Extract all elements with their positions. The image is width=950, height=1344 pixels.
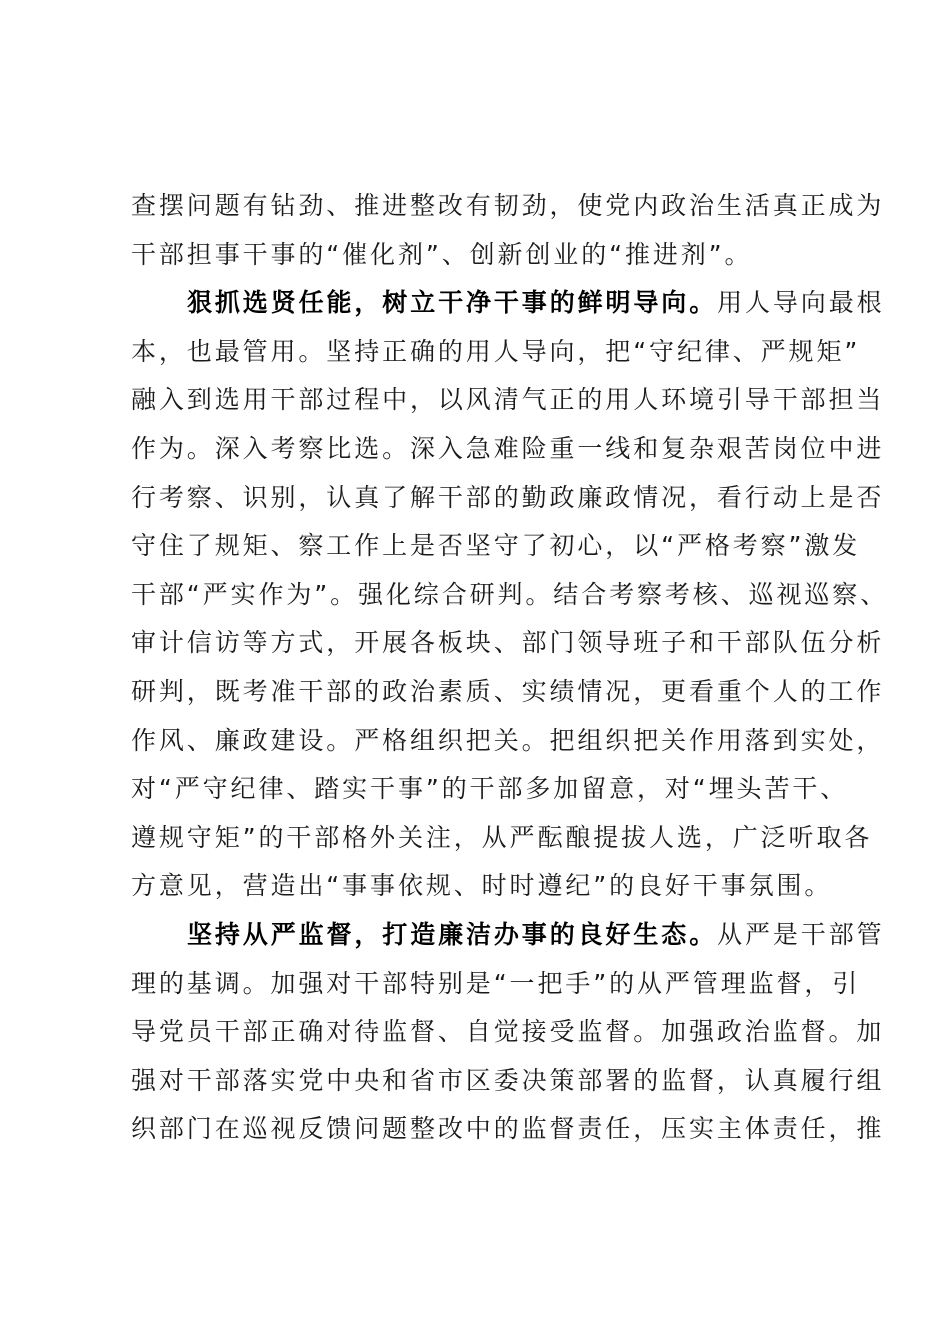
paragraph-2-line-12: 遵规守矩”的干部格外关注，从严酝酿提拔人选，广泛听取各	[131, 822, 873, 852]
paragraph-2-line-13: 方意见，营造出“事事依规、时时遵纪”的良好干事氛围。	[131, 871, 833, 901]
paragraph-1-line-2: 干部担事干事的“催化剂”、创新创业的“推进剂”。	[131, 239, 753, 269]
paragraph-1-line-1: 查摆问题有钻劲、推进整改有韧劲，使党内政治生活真正成为	[131, 191, 885, 220]
paragraph-2-line-8: 审计信访等方式，开展各板块、部门领导班子和干部队伍分析	[131, 628, 885, 658]
paragraph-2-first-line-text: 用人导向最根	[717, 288, 885, 318]
paragraph-2-line-11: 对“严守纪律、踏实干事”的干部多加留意，对“埋头苦干、	[131, 774, 849, 804]
paragraph-2-line-6: 守住了规矩、察工作上是否坚守了初心，以“严格考察”激发	[131, 531, 861, 561]
paragraph-3-line-4: 强对干部落实党中央和省市区委决策部署的监督，认真履行组	[131, 1065, 885, 1095]
paragraph-2-first-line	[131, 279, 885, 328]
paragraph-2-heading: 狠抓选贤任能，树立干净干事的鲜明导向。	[187, 288, 718, 318]
paragraph-2-line-4: 作为。深入考察比选。深入急难险重一线和复杂艰苦岗位中进	[131, 433, 885, 463]
paragraph-2-line-7: 干部“严实作为”。强化综合研判。结合考察考核、巡视巡察、	[131, 579, 889, 609]
paragraph-2-line-9: 研判，既考准干部的政治素质、实绩情况，更看重个人的工作	[131, 676, 885, 706]
paragraph-3-first-line-text: 从严是干部管	[717, 919, 885, 949]
paragraph-2-line-2: 本，也最管用。坚持正确的用人导向，把“守纪律、严规矩”	[131, 336, 861, 366]
document-body	[131, 182, 889, 1154]
paragraph-2-line-5: 行考察、识别，认真了解干部的勤政廉政情况，看行动上是否	[131, 482, 885, 512]
paragraph-3-line-5: 织部门在巡视反馈问题整改中的监督责任，压实主体责任，推	[131, 1114, 885, 1144]
paragraph-3-heading: 坚持从严监督，打造廉洁办事的良好生态。	[187, 919, 718, 949]
paragraph-3-line-2: 理的基调。加强对干部特别是“一把手”的从严管理监督，引	[131, 968, 861, 998]
paragraph-3-line-3: 导党员干部正确对待监督、自觉接受监督。加强政治监督。加	[131, 1017, 885, 1047]
paragraph-3-first-line	[131, 911, 885, 960]
paragraph-2-line-10: 作风、廉政建设。严格组织把关。把组织把关作用落到实处，	[131, 725, 885, 755]
paragraph-2-line-3: 融入到选用干部过程中，以风清气正的用人环境引导干部担当	[131, 385, 885, 415]
